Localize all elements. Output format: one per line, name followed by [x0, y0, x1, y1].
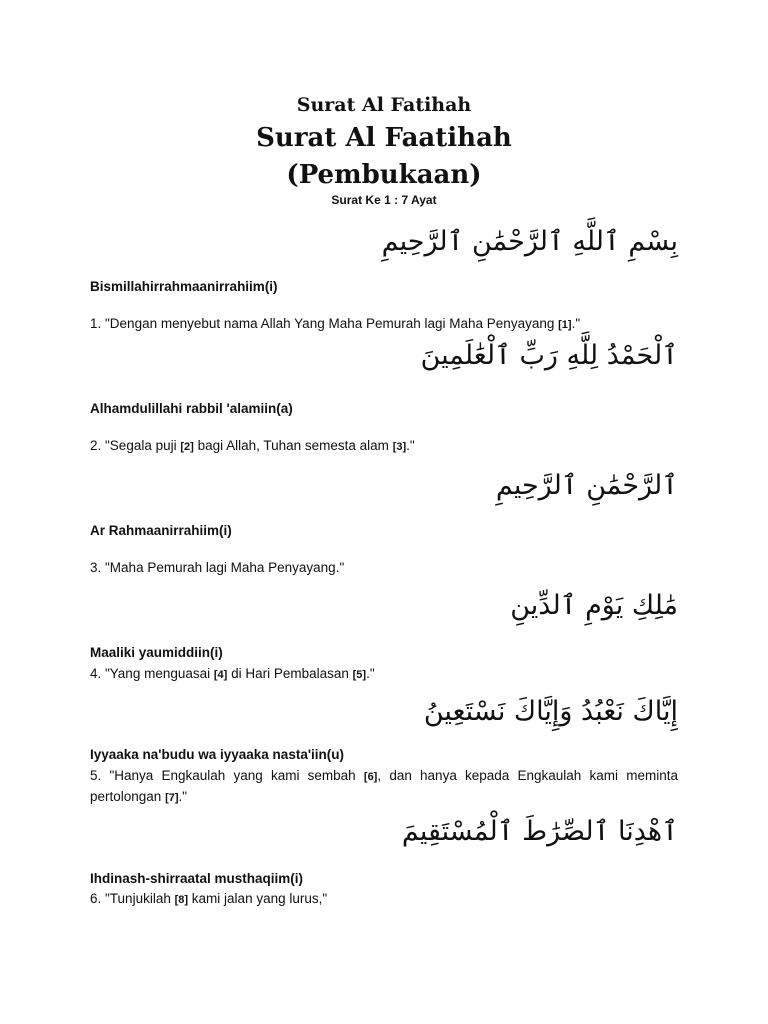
- document-subtitle: Surat Ke 1 : 7 Ayat: [331, 193, 437, 207]
- footnote-link[interactable]: [6]: [363, 771, 378, 783]
- text: .": [571, 316, 581, 331]
- verse-6-transliteration: Ihdinash-shirraatal musthaqiim(i): [90, 871, 304, 886]
- verse-5-arabic: إِيَّاكَ نَعْبُدُ وَإِيَّاكَ نَسْتَعِينُ: [423, 696, 678, 727]
- verse-6-translation: [90, 889, 678, 910]
- footnote-link[interactable]: [4]: [213, 669, 228, 681]
- verse-2-arabic: ٱلْحَمْدُ لِلَّهِ رَبِّ ٱلْعَٰلَمِينَ: [420, 340, 678, 371]
- text: 3. "Maha Pemurah lagi Maha Penyayang.": [90, 560, 345, 575]
- verse-2-transliteration: Alhamdulillahi rabbil 'alamiin(a): [90, 401, 293, 416]
- verse-2-translation: [90, 436, 678, 457]
- verse-3-translation: [90, 558, 678, 578]
- text: 6. "Tunjukilah: [90, 891, 175, 906]
- document-title: Surat Al Faatihah: [256, 123, 512, 153]
- verse-6-arabic: ٱهْدِنَا ٱلصِّرَٰطَ ٱلْمُسْتَقِيمَ: [401, 816, 678, 847]
- text: .": [366, 666, 375, 681]
- verse-4-arabic: مَٰلِكِ يَوْمِ ٱلدِّينِ: [510, 590, 678, 621]
- footnote-link[interactable]: [5]: [352, 669, 367, 681]
- verse-5-transliteration: Iyyaaka na'budu wa iyyaaka nasta'iin(u): [90, 747, 345, 762]
- text: 5. "Hanya Engkaulah yang kami sembah: [90, 768, 364, 783]
- verse-4-transliteration: Maaliki yaumiddiin(i): [90, 645, 223, 660]
- text: .": [178, 789, 188, 804]
- text: 4. "Yang menguasai: [90, 666, 214, 681]
- verse-1-transliteration: Bismillahirrahmaanirrahiim(i): [90, 279, 278, 294]
- text: .": [406, 438, 415, 453]
- verse-1-translation: [90, 314, 678, 335]
- text: di Hari Pembalasan: [227, 666, 353, 681]
- footnote-link[interactable]: [8]: [174, 894, 189, 906]
- verse-5-translation: [90, 766, 678, 808]
- footnote-link[interactable]: [7]: [165, 792, 179, 804]
- text: bagi Allah, Tuhan semesta alam: [193, 438, 393, 453]
- document-title-small: Surat Al Fatihah: [296, 94, 472, 116]
- footnote-link[interactable]: [3]: [392, 441, 407, 453]
- verse-3-transliteration: Ar Rahmaanirrahiim(i): [90, 523, 232, 538]
- text: kami jalan yang lurus,": [188, 891, 328, 906]
- verse-1-arabic: بِسْمِ ٱللَّهِ ٱلرَّحْمَٰنِ ٱلرَّحِيمِ: [381, 226, 678, 257]
- document-title-meaning: (Pembukaan): [286, 160, 482, 190]
- text: 1. "Dengan menyebut nama Allah Yang Maha Pemurah lagi Maha Penyayang: [90, 316, 559, 331]
- verse-3-arabic: ٱلرَّحْمَٰنِ ٱلرَّحِيمِ: [495, 470, 678, 501]
- text: 2. "Segala puji: [90, 438, 181, 453]
- footnote-link[interactable]: [1]: [558, 319, 572, 331]
- verse-4-translation: [90, 664, 678, 685]
- text: , dan hanya kepada Engkaulah kami meminta pertolongan: [90, 768, 678, 804]
- footnote-link[interactable]: [2]: [180, 441, 194, 453]
